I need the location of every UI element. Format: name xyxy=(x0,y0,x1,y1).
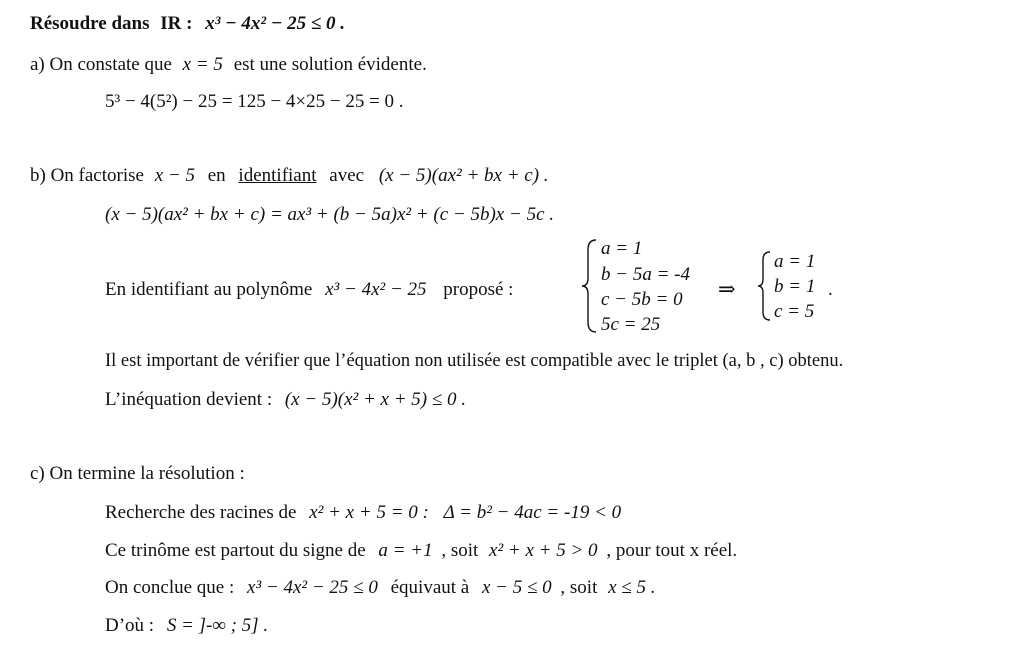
part-c-sign-a: a = +1 xyxy=(378,540,433,561)
part-b-intro-pre: b) On factorise xyxy=(30,165,144,186)
part-b-identification xyxy=(105,280,513,299)
part-c-concl-pre: On conclue que : xyxy=(105,577,235,598)
part-c-concl-ineq2: x − 5 ≤ 0 xyxy=(481,577,552,598)
part-c-sol: S = ]-∞ ; 5] . xyxy=(166,615,269,636)
part-b-becomes-pre: L’inéquation devient : xyxy=(105,389,273,410)
system1-brace xyxy=(580,238,600,334)
system1-row-4: 5c = 25 xyxy=(601,314,661,335)
part-b-intro-en: en xyxy=(207,165,226,186)
part-c-intro: c) On termine la résolution : xyxy=(30,463,245,484)
part-b-intro xyxy=(30,166,549,185)
system2-brace xyxy=(756,250,774,322)
part-b-intro-expr: (x − 5)(ax² + bx + c) . xyxy=(378,165,549,186)
system2-row-2: b = 1 xyxy=(774,276,816,297)
part-c-concl-eq: équivaut à xyxy=(390,577,470,598)
part-b-ident-poly: x³ − 4x² − 25 xyxy=(325,279,427,300)
part-c-sol-pre: D’où : xyxy=(105,615,155,636)
part-b-becomes-expr: (x − 5)(x² + x + 5) ≤ 0 . xyxy=(284,389,467,410)
part-c-roots-eq: x² + x + 5 = 0 : xyxy=(309,502,429,523)
system1-row-2: b − 5a = -4 xyxy=(601,264,690,285)
implies-arrow: ⇒ xyxy=(718,277,736,301)
part-b-expansion: (x − 5)(ax² + bx + c) = ax³ + (b − 5a)x² + (c − 5b)x − 5c . xyxy=(105,204,554,225)
part-c-roots-pre: Recherche des racines de xyxy=(105,502,297,523)
system1-row-1: a = 1 xyxy=(601,238,643,259)
title-set: IR : xyxy=(160,13,193,34)
part-c-concl-soit: , soit xyxy=(560,577,598,598)
part-b-ident-post: proposé : xyxy=(443,279,514,300)
part-a-check: 5³ − 4(5²) − 25 = 125 − 4×25 − 25 = 0 . xyxy=(105,91,404,112)
part-a-intro xyxy=(30,55,427,74)
part-c-sign-ineq: x² + x + 5 > 0 xyxy=(489,540,598,561)
part-c-concl-ineq: x³ − 4x² − 25 ≤ 0 xyxy=(247,577,378,598)
part-b-becomes xyxy=(105,390,466,409)
part-c-concl-final: x ≤ 5 . xyxy=(608,577,656,598)
part-c-sign-post: , pour tout x réel. xyxy=(606,540,738,561)
part-a-intro-post: est une solution évidente. xyxy=(233,54,427,75)
part-c-sign-soit: , soit xyxy=(441,540,479,561)
system2-end: . xyxy=(828,279,833,300)
part-a-intro-eq: x = 5 xyxy=(182,54,223,75)
system1-row-3: c − 5b = 0 xyxy=(601,289,683,310)
part-b-intro-identifiant: identifiant xyxy=(238,165,317,186)
part-c-conclusion xyxy=(105,578,655,597)
problem-title xyxy=(30,14,345,33)
system2-row-1: a = 1 xyxy=(774,251,816,272)
title-expression: x³ − 4x² − 25 ≤ 0 . xyxy=(205,13,346,34)
part-b-intro-avec: avec xyxy=(329,165,365,186)
part-c-solution xyxy=(105,616,268,635)
part-b-note: Il est important de vérifier que l’équation non utilisée est compatible avec le triplet (a, b , c) obtenu. xyxy=(105,351,844,371)
part-c-sign xyxy=(105,541,737,560)
system2-row-3: c = 5 xyxy=(774,301,815,322)
part-c-roots xyxy=(105,503,621,522)
part-b-ident-pre: En identifiant au polynôme xyxy=(105,279,313,300)
part-c-sign-pre: Ce trinôme est partout du signe de xyxy=(105,540,366,561)
part-a-intro-pre: a) On constate que xyxy=(30,54,172,75)
part-b-intro-fact: x − 5 xyxy=(154,165,195,186)
part-c-roots-delta: Δ = b² − 4ac = -19 < 0 xyxy=(443,502,622,523)
title-label: Résoudre dans xyxy=(30,13,150,34)
